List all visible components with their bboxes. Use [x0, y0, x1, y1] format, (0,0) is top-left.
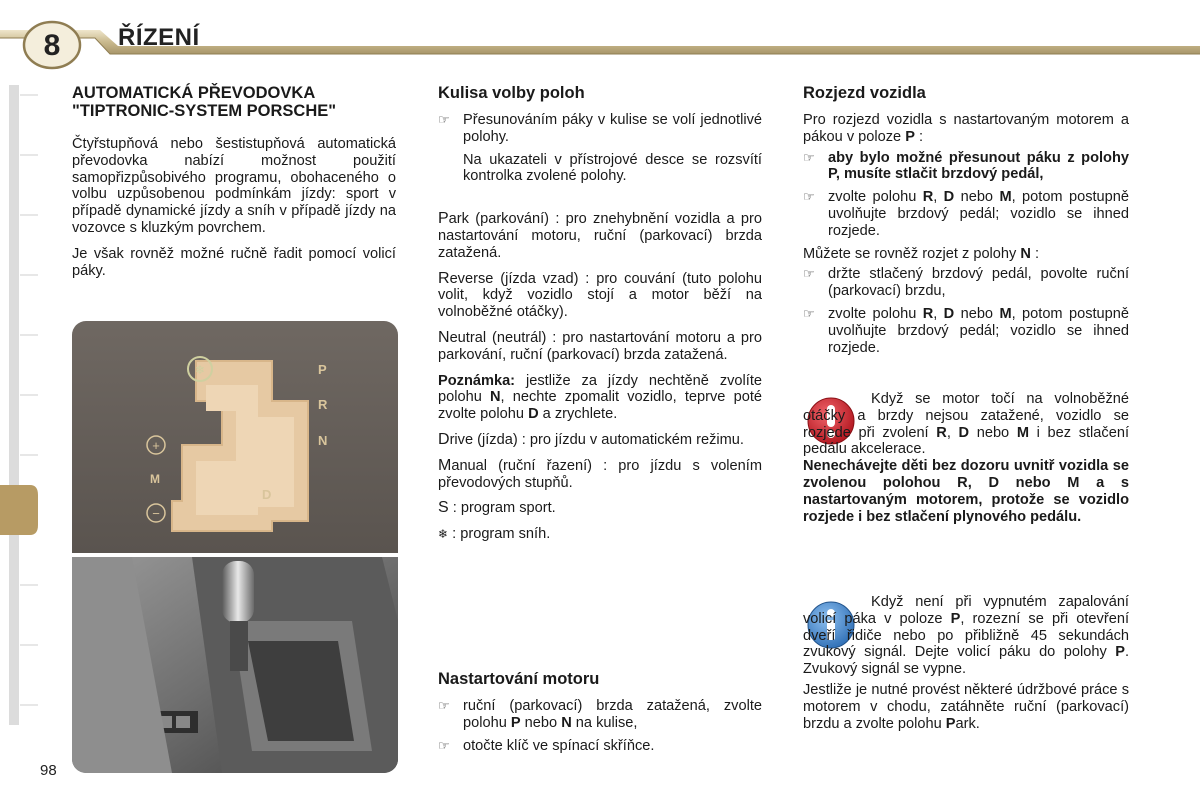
svg-text:❄: ❄ — [194, 363, 206, 377]
pointing-hand-icon: ☞ — [438, 112, 450, 127]
pointing-hand-icon: ☞ — [803, 189, 815, 205]
neutral-description: Neutral (neutrál) : pro nastartování motoru a pro parkování, ruční (parkovací) brzda zatažená. — [438, 328, 762, 363]
park-description: Park (parkování) : pro znehybnění vozidla a pro nastartování motoru, ruční (parkovací) brzda zatažená. — [438, 210, 762, 261]
list-item: ☞ ruční (parkovací) brzda zatažená, zvolte polohu P nebo N na kulise, — [438, 698, 762, 731]
gear-selector-image — [72, 321, 398, 773]
pointing-hand-icon: ☞ — [438, 737, 450, 753]
list-item: ☞ otočte klíč ve spínací skříňce. — [438, 737, 655, 754]
warning-bold-text: Nenechávejte děti bez dozoru uvnitř vozidla se zvolenou polohou R, D nebo M a s nastartovaným motorem, protože se vozidlo rozjede i bez stlačení plynového pedálu. — [803, 458, 1129, 525]
pointing-hand-icon: ☞ — [803, 305, 815, 321]
manual-shift-paragraph: Je však rovněž možné ručně řadit pomocí volicí páky. — [72, 245, 396, 279]
drive-description: Drive (jízda) : pro jízdu v automatickém režimu. — [438, 430, 744, 448]
moving-off-intro: Pro rozjezd vozidla s nastartovaným motorem a pákou v poloze P : — [803, 112, 1129, 145]
warning-text: Když se motor točí na volnoběžné otáčky a brzdy nejsou zatažené, vozidlo se rozjede při zvolení R, D nebo M i bez stlačení pedálu akcelerace. — [803, 391, 1130, 458]
section-title-gate: Kulisa volby poloh — [438, 84, 585, 102]
reverse-description: Reverse (jízda vzad) : pro couvání (tuto polohu volit, když vozidlo stojí a motor běží na volnoběžné otáčky). — [438, 269, 762, 321]
section-title-engine-start: Nastartování motoru — [438, 670, 600, 688]
side-chapter-tabs — [0, 85, 40, 725]
pointing-hand-icon: ☞ — [803, 266, 815, 282]
column-moving-off — [803, 84, 1129, 362]
pointing-hand-icon: ☞ — [438, 698, 450, 713]
list-item: ☞ držte stlačený brzdový pedál, povolte ruční (parkovací) brzdu, — [803, 266, 1129, 300]
snow-description: ❄ : program sníh. — [438, 526, 551, 543]
snowflake-icon: ❄ — [438, 527, 449, 542]
gate-label-d: D — [262, 487, 272, 502]
warning-note — [803, 391, 1129, 534]
gear-selector-illustration — [72, 321, 398, 773]
gate-label-r: R — [318, 397, 328, 412]
pointing-hand-icon: ☞ — [803, 149, 815, 165]
sport-description: S : program sport. — [438, 499, 556, 517]
list-item: ☞ zvolte polohu R, D nebo M, potom postupně uvolňujte brzdový pedál; vozidlo se ihned rozjede. — [803, 305, 1130, 356]
info-note — [803, 594, 1129, 741]
list-item: ☞ Přesunováním páky v kulise se volí jednotlivé polohy. — [438, 112, 762, 145]
list-item: ☞ zvolte polohu R, D nebo M, potom postupně uvolňujte brzdový pedál; vozidlo se ihned rozjede. — [803, 189, 1130, 239]
chapter-number: 8 — [43, 29, 61, 62]
note-paragraph: Poznámka: jestliže za jízdy nechtěně zvolíte polohu N, nechte zpomalit vozidlo, teprve poté zvolte polohu D a zrychlete. — [438, 372, 762, 423]
gate-label-p: P — [318, 362, 327, 377]
chapter-title: ŘÍZENÍ — [118, 24, 200, 51]
column-intro — [72, 84, 396, 288]
page-number: 98 — [40, 762, 57, 779]
list-item: ☞ aby bylo možné přesunout páku z polohy P, musíte stlačit brzdový pedál, — [803, 149, 1129, 183]
column-gate — [438, 84, 762, 552]
gate-label-n: N — [318, 433, 328, 448]
column-engine-start — [438, 670, 762, 760]
maintenance-text: Jestliže je nutné provést některé údržbové práce s motorem v chodu, zatáhněte ruční (parkovací) brzdu a zvolte polohu Park. — [803, 681, 1129, 732]
neutral-start-intro: Můžete se rovněž rozjet z polohy N : — [803, 245, 1040, 262]
section-title-transmission: AUTOMATICKÁ PŘEVODOVKA "TIPTRONIC-SYSTEM PORSCHE" — [72, 84, 337, 120]
gate-label-minus: − — [152, 506, 160, 521]
info-text: Když není při vypnutém zapalování volicí páka v poloze P, rozezní se při otevření dveří řidiče nebo po přibližně 45 sekundách zvukový signál. Dejte volicí páku do polohy P. Zvukový signál se vypne. — [803, 594, 1129, 678]
gate-label-m: M — [150, 472, 160, 486]
manual-description: Manual (ruční řazení) : pro jízdu s volením převodových stupňů. — [438, 456, 762, 491]
gate-label-plus: + — [152, 438, 160, 453]
indicator-note: Na ukazateli v přístrojové desce se rozsvítí kontrolka zvolené polohy. — [463, 151, 762, 185]
intro-paragraph: Čtyřstupňová nebo šestistupňová automatická převodovka nabízí možnost použití samopřizpůsobivého programu, obohaceného o volbu uzpůsobenou podmínkám jízdy: sport v případě dynamické jízdy a sníh v případě jízdy na vozovce s kluzkým povrchem. — [72, 136, 396, 236]
section-title-moving-off: Rozjezd vozidla — [803, 84, 926, 102]
